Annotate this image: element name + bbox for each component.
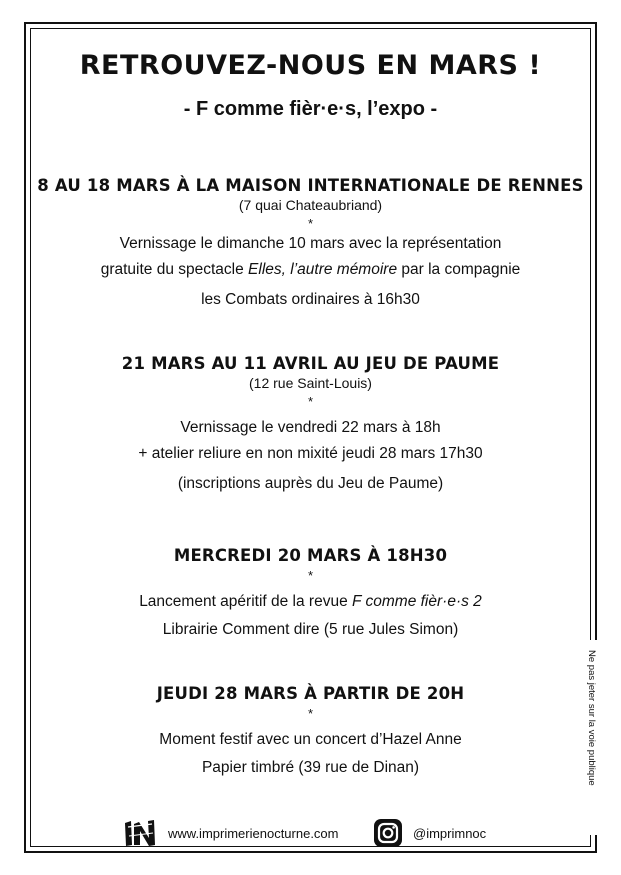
event-heading: MERCREDI 20 MARS À 18H30	[173, 546, 448, 565]
imprimerie-nocturne-logo-icon	[122, 818, 158, 848]
website-link[interactable]: www.imprimerienocturne.com	[168, 826, 339, 841]
event-address: (12 rue Saint-Louis)	[249, 375, 372, 391]
event-jeu-de-paume	[30, 354, 591, 497]
review-title: F comme fièr·e·s 2	[352, 593, 482, 610]
event-heading: JEUDI 28 MARS À PARTIR DE 20H	[156, 684, 465, 703]
event-line: Vernissage le dimanche 10 mars avec la représentation	[119, 235, 502, 252]
event-line: (inscriptions auprès du Jeu de Paume)	[177, 475, 444, 492]
separator-star: *	[307, 216, 314, 231]
event-line: les Combats ordinaires à 16h30	[201, 291, 420, 308]
event-line: gratuite du spectacle Elles, l’autre mémoire par la compagnie	[100, 261, 521, 278]
event-maison-internationale	[30, 176, 591, 313]
event-line: Moment festif avec un concert d’Hazel Anne	[159, 731, 462, 748]
show-title: Elles, l’autre mémoire	[248, 261, 398, 278]
event-lancement-revue	[30, 546, 591, 643]
event-line: + atelier reliure en non mixité jeudi 28 mars 17h30	[138, 445, 483, 462]
event-line: Librairie Comment dire (5 rue Jules Simon)	[162, 621, 459, 638]
event-line: Vernissage le vendredi 22 mars à 18h	[180, 419, 441, 436]
footer	[30, 818, 591, 854]
event-heading: 8 AU 18 MARS À LA MAISON INTERNATIONALE DE RENNES	[37, 176, 584, 195]
event-heading: 21 MARS AU 11 AVRIL AU JEU DE PAUME	[121, 354, 500, 373]
event-line: Papier timbré (39 rue de Dinan)	[201, 759, 420, 776]
separator-star: *	[307, 706, 314, 721]
page-subtitle: - F comme fièr·e·s, l’expo -	[183, 98, 438, 120]
separator-star: *	[307, 394, 314, 409]
event-address: (7 quai Chateaubriand)	[238, 197, 383, 213]
event-moment-festif	[30, 684, 591, 781]
instagram-handle[interactable]: @imprimnoc	[413, 826, 487, 841]
page-title: RETROUVEZ-NOUS EN MARS !	[79, 50, 542, 81]
event-line: Lancement apéritif de la revue F comme fièr·e·s 2	[139, 593, 482, 610]
side-note: Ne pas jeter sur la voie publique	[586, 650, 597, 786]
instagram-icon[interactable]	[373, 818, 403, 848]
separator-star: *	[307, 568, 314, 583]
